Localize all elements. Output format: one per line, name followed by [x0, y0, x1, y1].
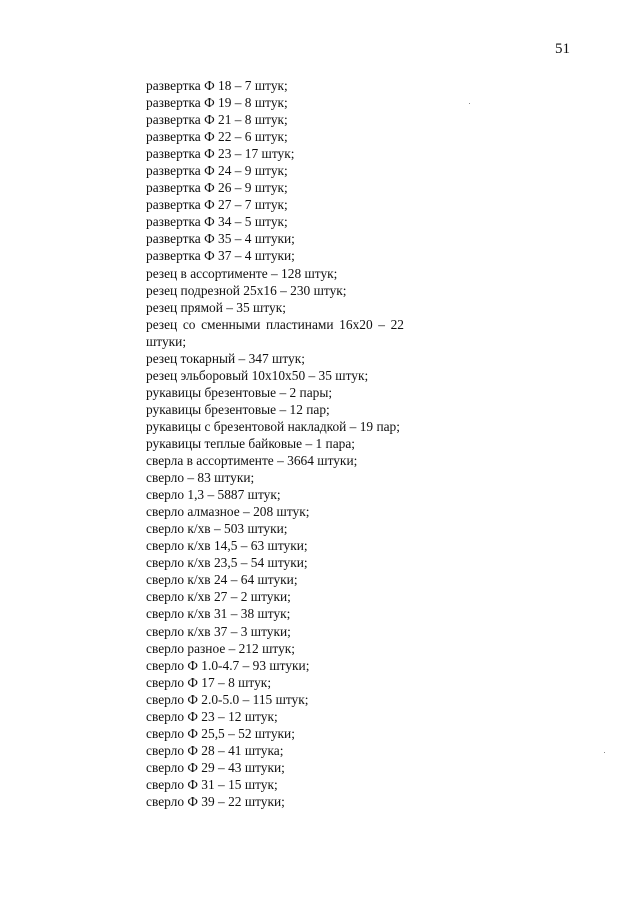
page-number: 51: [555, 41, 570, 57]
list-item: сверло Ф 25,5 – 52 штуки;: [146, 725, 295, 741]
list-item: сверло алмазное – 208 штук;: [146, 504, 310, 520]
list-item: сверло 1,3 – 5887 штук;: [146, 487, 281, 503]
list-item: сверло к/хв 24 – 64 штуки;: [146, 572, 298, 588]
list-item: развертка Ф 21 – 8 штук;: [146, 112, 288, 128]
list-item: сверла в ассортименте – 3664 штуки;: [146, 453, 358, 469]
list-item: сверло к/хв 31 – 38 штук;: [146, 606, 291, 622]
list-item: рукавицы брезентовые – 12 пар;: [146, 401, 330, 417]
list-item: развертка Ф 23 – 17 штук;: [146, 146, 295, 162]
list-item: развертка Ф 27 – 7 штук;: [146, 197, 288, 213]
list-item: сверло к/хв 27 – 2 штуки;: [146, 589, 291, 605]
scan-speck: [469, 103, 470, 104]
list-item: сверло Ф 29 – 43 штуки;: [146, 759, 285, 775]
list-item: сверло к/хв 23,5 – 54 штуки;: [146, 555, 308, 571]
list-item: рукавицы с брезентовой накладкой – 19 пар;: [146, 418, 400, 434]
list-item: развертка Ф 24 – 9 штук;: [146, 163, 288, 179]
list-item: развертка Ф 22 – 6 штук;: [146, 129, 288, 145]
list-item: сверло Ф 23 – 12 штук;: [146, 708, 278, 724]
list-item: рукавицы теплые байковые – 1 пара;: [146, 435, 355, 451]
list-item: развертка Ф 19 – 8 штук;: [146, 95, 288, 111]
list-item: развертка Ф 34 – 5 штук;: [146, 214, 288, 230]
list-item: сверло Ф 17 – 8 штук;: [146, 674, 272, 690]
list-item: сверло Ф 28 – 41 штука;: [146, 742, 284, 758]
list-item: резец подрезной 25х16 – 230 штук;: [146, 282, 347, 298]
list-item: рукавицы брезентовые – 2 пары;: [146, 384, 333, 400]
list-item: развертка Ф 18 – 7 штук;: [146, 78, 288, 93]
list-item: сверло Ф 39 – 22 штуки;: [146, 793, 285, 809]
scan-speck: [604, 752, 605, 753]
list-item: развертка Ф 35 – 4 штуки;: [146, 231, 295, 247]
list-item: сверло к/хв 37 – 3 штуки;: [146, 623, 291, 639]
list-item: сверло к/хв – 503 штуки;: [146, 521, 288, 537]
list-item: резец токарный – 347 штук;: [146, 350, 305, 366]
list-item: сверло к/хв 14,5 – 63 штуки;: [146, 538, 308, 554]
list-item: развертка Ф 37 – 4 штуки;: [146, 248, 295, 264]
list-item: сверло Ф 2.0-5.0 – 115 штук;: [146, 691, 309, 707]
inventory-list: [146, 77, 404, 810]
list-item: резец эльборовый 10х10х50 – 35 штук;: [146, 367, 369, 383]
list-item: сверло Ф 31 – 15 штук;: [146, 776, 278, 792]
list-item: сверло Ф 1.0-4.7 – 93 штуки;: [146, 657, 310, 673]
list-item: сверло – 83 штуки;: [146, 470, 255, 486]
list-item: развертка Ф 26 – 9 штук;: [146, 180, 288, 196]
list-item: сверло разное – 212 штук;: [146, 640, 296, 656]
list-item: резец в ассортименте – 128 штук;: [146, 265, 338, 281]
list-item: резец со сменными пластинами 16х20 – 22 штуки;: [146, 316, 404, 349]
list-item: резец прямой – 35 штук;: [146, 299, 286, 315]
